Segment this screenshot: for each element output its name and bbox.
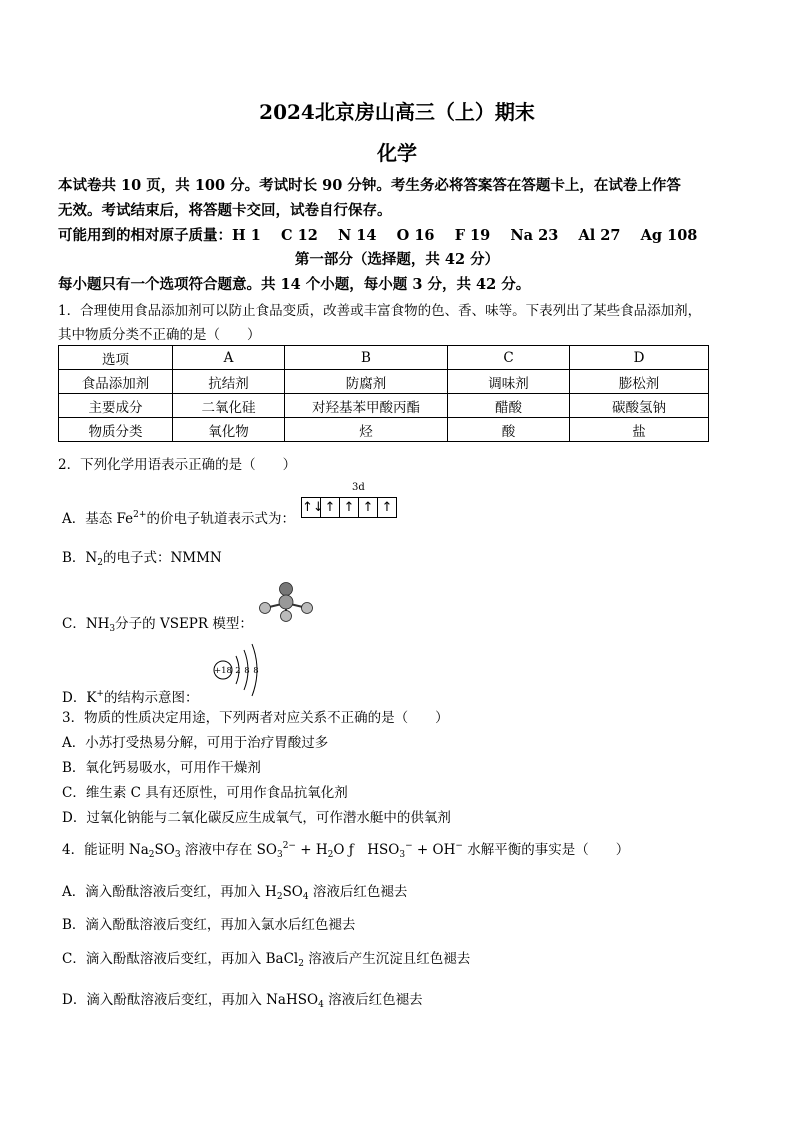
table-cell: B — [285, 346, 448, 370]
q2-option-d: D．K+的结构示意图： — [62, 689, 199, 706]
table-cell: 盐 — [570, 418, 709, 442]
table-cell: A — [173, 346, 285, 370]
orbital-box: ↑ — [377, 497, 397, 518]
orbital-label: 3d — [352, 482, 365, 493]
atomic-masses: 可能用到的相对原子质量：H 1 C 12 N 14 O 16 F 19 Na 23 Al 27 Ag 108 — [58, 227, 698, 244]
table-cell: 酸 — [448, 418, 570, 442]
table-cell: D — [570, 346, 709, 370]
q3-option-a: A．小苏打受热易分解，可用于治疗胃酸过多 — [62, 735, 329, 751]
q3-stem: 3．物质的性质决定用途，下列两者对应关系不正确的是（ ） — [62, 710, 449, 726]
q1-stem-line-1: 1．合理使用食品添加剂可以防止食品变质，改善或丰富食物的色、香、味等。下表列出了某些食品添加剂， — [58, 303, 702, 319]
exam-title: 2024北京房山高三（上）期末 — [259, 100, 535, 124]
nh3-vsepr-model-icon — [256, 582, 318, 622]
table-row — [59, 418, 709, 442]
q3-option-d: D．过氧化钠能与二氧化碳反应生成氧气，可作潜水艇中的供氧剂 — [62, 810, 451, 826]
part-one-heading: 第一部分（选择题，共 42 分） — [294, 251, 500, 268]
intro-line-2: 无效。考试结束后，将答题卡交回，试卷自行保存。 — [58, 202, 392, 219]
table-cell: 选项 — [59, 346, 173, 370]
q2-option-b: B．$N_2$的电子式：NMMN — [62, 550, 222, 568]
q4-stem: 4．能证明 $Na_2SO_3$ 溶液中存在 $SO_3^{2-} + H_2O$ ƒ $HSO_3^- + OH^-$ 水解平衡的事实是（ ） — [62, 841, 630, 860]
table-cell: 醋酸 — [448, 394, 570, 418]
table-cell: 烃 — [285, 418, 448, 442]
subject-title: 化学 — [377, 141, 417, 165]
food-additive-table — [58, 345, 709, 442]
table-cell: 调味剂 — [448, 370, 570, 394]
orbital-box: ↑ — [320, 497, 340, 518]
q4-option-a: A．滴入酚酞溶液后变红，再加入 $H_2SO_4$ 溶液后红色褪去 — [62, 884, 408, 902]
table-cell: 膨松剂 — [570, 370, 709, 394]
orbital-box: ↑ — [339, 497, 359, 518]
shell-electrons: 8 — [253, 666, 259, 676]
orbital-box: ↑ — [358, 497, 378, 518]
q4-option-b: B．滴入酚酞溶液后变红，再加入氯水后红色褪去 — [62, 917, 356, 933]
table-cell: C — [448, 346, 570, 370]
table-cell: 抗结剂 — [173, 370, 285, 394]
q2-option-a: A．基态 $Fe^{2+}$的价电子轨道表示式为： — [62, 510, 295, 527]
q4-option-c: C．滴入酚酞溶液后变红，再加入 BaCl$_2$ 溶液后产生沉淀且红色褪去 — [62, 951, 471, 969]
table-cell: 物质分类 — [59, 418, 173, 442]
k-ion-structure-diagram — [210, 642, 270, 702]
table-cell: 氧化物 — [173, 418, 285, 442]
q3-option-c: C．维生素 C 具有还原性，可用作食品抗氧化剂 — [62, 785, 348, 801]
orbital-box: ↑↓ — [301, 497, 321, 518]
q2-stem: 2．下列化学用语表示正确的是（ ） — [58, 457, 297, 473]
table-row — [59, 394, 709, 418]
table-row — [59, 370, 709, 394]
fe-orbital-diagram — [302, 482, 397, 518]
q2-option-c: C．$NH_3$分子的 VSEPR 模型： — [62, 616, 253, 634]
shell-electrons: 8 — [244, 666, 250, 676]
table-cell: 对羟基苯甲酸丙酯 — [285, 394, 448, 418]
nucleus-charge: +18 — [214, 666, 232, 676]
shell-electrons: 2 — [235, 666, 241, 676]
table-row — [59, 346, 709, 370]
q1-stem-line-2: 其中物质分类不正确的是（ ） — [58, 327, 261, 343]
q3-option-b: B．氧化钙易吸水，可用作干燥剂 — [62, 760, 261, 776]
table-cell: 二氧化硅 — [173, 394, 285, 418]
table-cell: 防腐剂 — [285, 370, 448, 394]
q4-option-d: D．滴入酚酞溶液后变红，再加入 NaHSO$_4$ 溶液后红色褪去 — [62, 992, 423, 1010]
table-cell: 主要成分 — [59, 394, 173, 418]
choice-instructions: 每小题只有一个选项符合题意。共 14 个小题，每小题 3 分，共 42 分。 — [58, 276, 531, 293]
table-cell: 食品添加剂 — [59, 370, 173, 394]
intro-line-1: 本试卷共 10 页，共 100 分。考试时长 90 分钟。考生务必将答案答在答题卡上，在试卷上作答 — [58, 177, 681, 194]
table-cell: 碳酸氢钠 — [570, 394, 709, 418]
